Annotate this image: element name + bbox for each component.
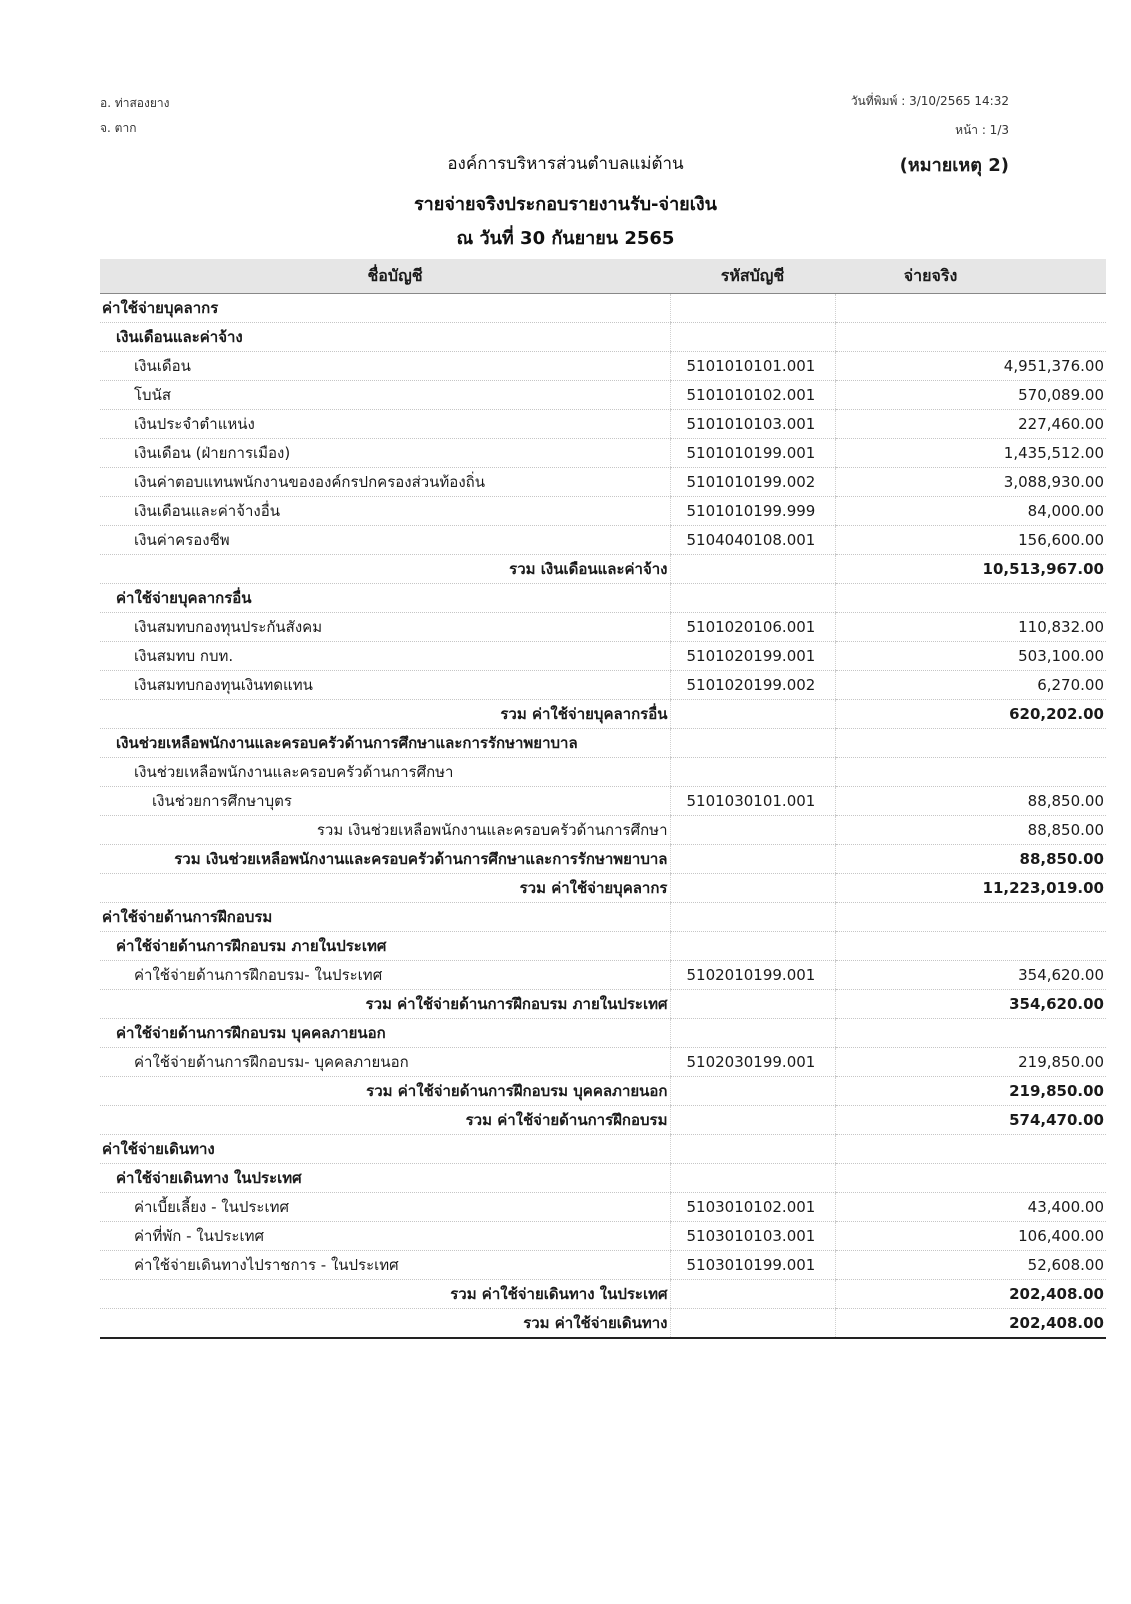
account-name-cell: ค่าใช้จ่ายบุคลากรอื่น [100, 584, 670, 613]
table-row [100, 410, 1106, 439]
account-name-cell: รวม เงินเดือนและค่าจ้าง [100, 555, 670, 584]
account-name-cell: เงินช่วยการศึกษาบุตร [100, 787, 670, 816]
amount-cell: 1,435,512.00 [835, 439, 1106, 468]
report-title: รายจ่ายจริงประกอบรายงานรับ-จ่ายเงิน [414, 194, 717, 215]
account-code-cell: 5104040108.001 [670, 526, 835, 555]
account-code-cell: 5103010102.001 [670, 1193, 835, 1222]
table-body [100, 294, 1106, 1339]
account-name-cell: รวม ค่าใช้จ่ายเดินทาง [100, 1309, 670, 1339]
section-header-row [100, 584, 1106, 613]
account-name-cell: รวม เงินช่วยเหลือพนักงานและครอบครัวด้านการศึกษา [100, 816, 670, 845]
account-name-cell: รวม ค่าใช้จ่ายด้านการฝึกอบรม ภายในประเทศ [100, 990, 670, 1019]
section-header-row [100, 1135, 1106, 1164]
table-row [100, 1193, 1106, 1222]
amount-cell: 156,600.00 [835, 526, 1106, 555]
account-name-cell: เงินสมทบ กบท. [100, 642, 670, 671]
amount-cell [835, 729, 1106, 758]
account-code-cell: 5101020199.001 [670, 642, 835, 671]
account-name-cell: เงินช่วยเหลือพนักงานและครอบครัวด้านการศึกษาและการรักษาพยาบาล [100, 729, 670, 758]
amount-cell [835, 323, 1106, 352]
amount-cell: 570,089.00 [835, 381, 1106, 410]
account-code-cell: 5101010102.001 [670, 381, 835, 410]
account-code-cell [670, 758, 835, 787]
account-code-cell: 5103010103.001 [670, 1222, 835, 1251]
print-date: วันที่พิมพ์ : 3/10/2565 14:32 [850, 94, 1009, 108]
account-name-cell: เงินเดือน (ฝ่ายการเมือง) [100, 439, 670, 468]
account-name-cell: เงินสมทบกองทุนประกันสังคม [100, 613, 670, 642]
section-header-row [100, 932, 1106, 961]
amount-cell: 227,460.00 [835, 410, 1106, 439]
column-header-amount: จ่ายจริง [835, 259, 1106, 294]
total-row [100, 1309, 1106, 1339]
column-header-account-code: รหัสบัญชี [670, 259, 835, 294]
account-code-cell [670, 874, 835, 903]
section-header-row [100, 758, 1106, 787]
account-name-cell: รวม ค่าใช้จ่ายบุคลากรอื่น [100, 700, 670, 729]
amount-cell [835, 758, 1106, 787]
amount-cell: 4,951,376.00 [835, 352, 1106, 381]
account-code-cell: 5101010101.001 [670, 352, 835, 381]
table-row [100, 497, 1106, 526]
table-row [100, 526, 1106, 555]
account-code-cell [670, 323, 835, 352]
total-row [100, 816, 1106, 845]
amount-cell: 88,850.00 [835, 816, 1106, 845]
table-row [100, 468, 1106, 497]
account-code-cell [670, 1164, 835, 1193]
account-name-cell: ค่าเบี้ยเลี้ยง - ในประเทศ [100, 1193, 670, 1222]
account-code-cell [670, 729, 835, 758]
account-code-cell: 5101020199.002 [670, 671, 835, 700]
total-row [100, 555, 1106, 584]
district-label: อ. ท่าสองยาง [100, 96, 170, 110]
table-header-row [100, 259, 1106, 294]
section-header-row [100, 323, 1106, 352]
amount-cell [835, 932, 1106, 961]
account-name-cell: รวม ค่าใช้จ่ายเดินทาง ในประเทศ [100, 1280, 670, 1309]
note-label: (หมายเหตุ 2) [899, 155, 1009, 176]
amount-cell: 10,513,967.00 [835, 555, 1106, 584]
account-name-cell: เงินประจำตำแหน่ง [100, 410, 670, 439]
account-code-cell [670, 1019, 835, 1048]
amount-cell: 88,850.00 [835, 845, 1106, 874]
account-code-cell: 5101010199.002 [670, 468, 835, 497]
account-code-cell [670, 584, 835, 613]
account-name-cell: ค่าใช้จ่ายด้านการฝึกอบรม [100, 903, 670, 932]
account-code-cell [670, 990, 835, 1019]
account-name-cell: ค่าใช้จ่ายด้านการฝึกอบรม- ในประเทศ [100, 961, 670, 990]
table-row [100, 613, 1106, 642]
account-name-cell: รวม ค่าใช้จ่ายด้านการฝึกอบรม บุคคลภายนอก [100, 1077, 670, 1106]
table-row [100, 961, 1106, 990]
amount-cell: 6,270.00 [835, 671, 1106, 700]
table-row [100, 1251, 1106, 1280]
total-row [100, 1106, 1106, 1135]
total-row [100, 874, 1106, 903]
account-code-cell [670, 1135, 835, 1164]
section-header-row [100, 1019, 1106, 1048]
total-row [100, 845, 1106, 874]
account-code-cell: 5102030199.001 [670, 1048, 835, 1077]
table-row [100, 1048, 1106, 1077]
total-row [100, 1280, 1106, 1309]
table-row [100, 787, 1106, 816]
amount-cell: 202,408.00 [835, 1309, 1106, 1339]
account-code-cell: 5101030101.001 [670, 787, 835, 816]
table-row [100, 439, 1106, 468]
table-row [100, 352, 1106, 381]
expense-table [100, 259, 1106, 1339]
column-header-account-name: ชื่อบัญชี [100, 259, 670, 294]
account-code-cell [670, 1106, 835, 1135]
amount-cell [835, 1019, 1106, 1048]
section-header-row [100, 1164, 1106, 1193]
account-name-cell: รวม ค่าใช้จ่ายด้านการฝึกอบรม [100, 1106, 670, 1135]
account-name-cell: รวม ค่าใช้จ่ายบุคลากร [100, 874, 670, 903]
account-name-cell: ค่าใช้จ่ายด้านการฝึกอบรม บุคคลภายนอก [100, 1019, 670, 1048]
account-code-cell [670, 816, 835, 845]
amount-cell: 3,088,930.00 [835, 468, 1106, 497]
account-code-cell: 5101010199.001 [670, 439, 835, 468]
amount-cell [835, 1135, 1106, 1164]
amount-cell: 574,470.00 [835, 1106, 1106, 1135]
total-row [100, 990, 1106, 1019]
account-code-cell [670, 1309, 835, 1339]
amount-cell: 354,620.00 [835, 990, 1106, 1019]
account-name-cell: เงินค่าตอบแทนพนักงานขององค์กรปกครองส่วนท้องถิ่น [100, 468, 670, 497]
account-code-cell: 5101010199.999 [670, 497, 835, 526]
table-row [100, 671, 1106, 700]
account-name-cell: เงินเดือนและค่าจ้าง [100, 323, 670, 352]
amount-cell [835, 903, 1106, 932]
amount-cell: 354,620.00 [835, 961, 1106, 990]
amount-cell: 11,223,019.00 [835, 874, 1106, 903]
account-code-cell: 5101020106.001 [670, 613, 835, 642]
total-row [100, 700, 1106, 729]
amount-cell: 503,100.00 [835, 642, 1106, 671]
account-name-cell: เงินค่าครองชีพ [100, 526, 670, 555]
account-name-cell: ค่าใช้จ่ายด้านการฝึกอบรม- บุคคลภายนอก [100, 1048, 670, 1077]
section-header-row [100, 729, 1106, 758]
account-code-cell [670, 903, 835, 932]
account-name-cell: ค่าใช้จ่ายด้านการฝึกอบรม ภายในประเทศ [100, 932, 670, 961]
account-code-cell: 5102010199.001 [670, 961, 835, 990]
account-name-cell: รวม เงินช่วยเหลือพนักงานและครอบครัวด้านการศึกษาและการรักษาพยาบาล [100, 845, 670, 874]
account-code-cell [670, 1280, 835, 1309]
section-header-row [100, 903, 1106, 932]
account-name-cell: โบนัส [100, 381, 670, 410]
amount-cell: 219,850.00 [835, 1077, 1106, 1106]
table-row [100, 1222, 1106, 1251]
account-name-cell: ค่าที่พัก - ในประเทศ [100, 1222, 670, 1251]
account-code-cell [670, 845, 835, 874]
account-name-cell: เงินช่วยเหลือพนักงานและครอบครัวด้านการศึกษา [100, 758, 670, 787]
account-code-cell [670, 1077, 835, 1106]
page-number: หน้า : 1/3 [955, 123, 1009, 137]
amount-cell: 84,000.00 [835, 497, 1106, 526]
amount-cell [835, 294, 1106, 323]
section-header-row [100, 294, 1106, 323]
account-code-cell [670, 555, 835, 584]
account-name-cell: ค่าใช้จ่ายบุคลากร [100, 294, 670, 323]
amount-cell: 52,608.00 [835, 1251, 1106, 1280]
amount-cell: 110,832.00 [835, 613, 1106, 642]
account-code-cell [670, 294, 835, 323]
account-code-cell [670, 700, 835, 729]
account-code-cell [670, 932, 835, 961]
account-name-cell: เงินเดือนและค่าจ้างอื่น [100, 497, 670, 526]
amount-cell: 43,400.00 [835, 1193, 1106, 1222]
amount-cell [835, 584, 1106, 613]
account-code-cell: 5101010103.001 [670, 410, 835, 439]
table-row [100, 642, 1106, 671]
account-name-cell: เงินเดือน [100, 352, 670, 381]
account-name-cell: ค่าใช้จ่ายเดินทาง [100, 1135, 670, 1164]
account-name-cell: เงินสมทบกองทุนเงินทดแทน [100, 671, 670, 700]
amount-cell: 88,850.00 [835, 787, 1106, 816]
amount-cell: 620,202.00 [835, 700, 1106, 729]
total-row [100, 1077, 1106, 1106]
amount-cell: 202,408.00 [835, 1280, 1106, 1309]
amount-cell: 106,400.00 [835, 1222, 1106, 1251]
account-code-cell: 5103010199.001 [670, 1251, 835, 1280]
amount-cell: 219,850.00 [835, 1048, 1106, 1077]
account-name-cell: ค่าใช้จ่ายเดินทางไปราชการ - ในประเทศ [100, 1251, 670, 1280]
organization-title: องค์การบริหารส่วนตำบลแม่ต้าน [447, 154, 684, 174]
table-row [100, 381, 1106, 410]
account-name-cell: ค่าใช้จ่ายเดินทาง ในประเทศ [100, 1164, 670, 1193]
report-date: ณ วันที่ 30 กันยายน 2565 [456, 228, 675, 249]
amount-cell [835, 1164, 1106, 1193]
province-label: จ. ตาก [100, 121, 137, 135]
